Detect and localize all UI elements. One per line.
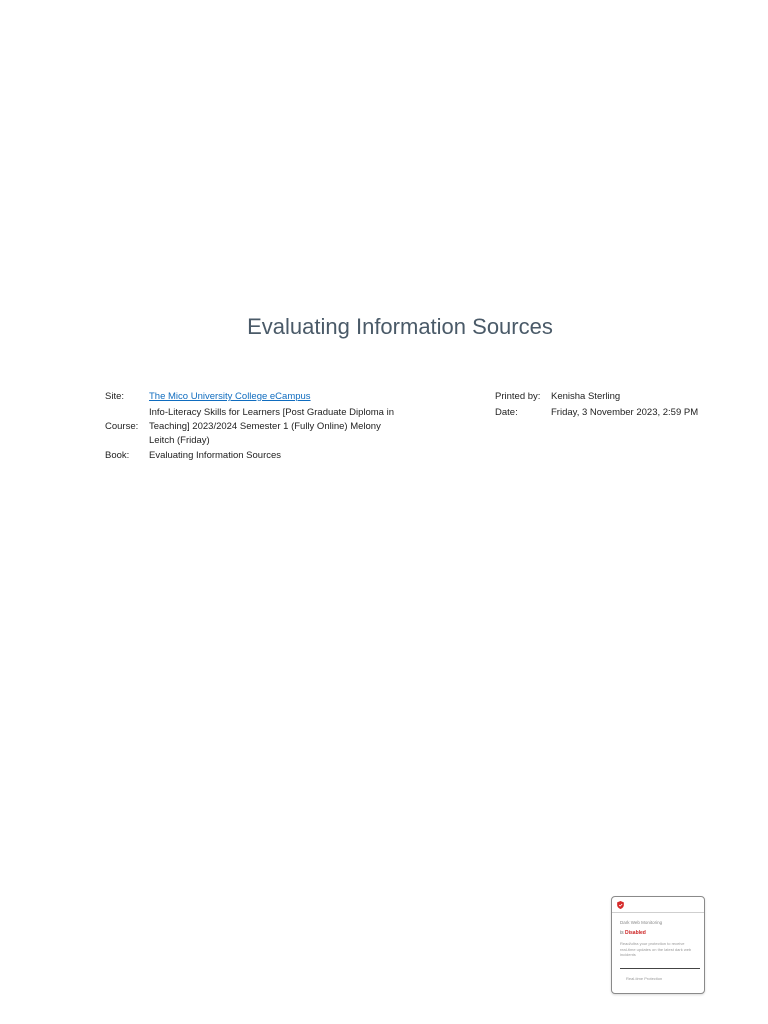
site-link[interactable]: The Mico University College eCampus bbox=[149, 391, 311, 402]
site-row bbox=[105, 390, 405, 406]
printed-by-value: Kenisha Sterling bbox=[551, 391, 621, 402]
widget-footer: Real-time Protection bbox=[626, 976, 663, 981]
course-label: Course: bbox=[105, 420, 139, 432]
printed-by-label: Printed by: bbox=[495, 391, 541, 402]
dark-web-monitoring-widget[interactable] bbox=[611, 896, 705, 994]
widget-header bbox=[612, 897, 704, 913]
widget-status-prefix: is bbox=[620, 930, 624, 936]
page-title: Evaluating Information Sources bbox=[247, 314, 553, 339]
book-value: Evaluating Information Sources bbox=[149, 450, 282, 461]
site-value bbox=[149, 390, 405, 406]
date-value: Friday, 3 November 2023, 2:59 PM bbox=[551, 406, 699, 418]
widget-heading: Dark Web Monitoring bbox=[620, 920, 663, 925]
printed-by-row bbox=[495, 390, 698, 406]
book-info-table bbox=[105, 390, 405, 465]
date-label: Date: bbox=[495, 406, 518, 418]
print-info-table bbox=[495, 390, 698, 421]
widget-status-value: Disabled bbox=[625, 930, 646, 936]
book-row bbox=[105, 449, 405, 465]
shield-icon bbox=[617, 901, 624, 909]
course-row bbox=[105, 406, 405, 450]
widget-description: Read/ultra your protection to receive real-time updates on the latest dark web incidents bbox=[620, 941, 692, 957]
widget-status bbox=[620, 930, 646, 936]
course-value: Info-Literacy Skills for Learners [Post Graduate Diploma in Teaching] 2023/2024 Semester 1 (Fully Online) Melony Leitch (Friday) bbox=[149, 406, 394, 446]
widget-divider bbox=[620, 968, 700, 969]
date-row bbox=[495, 406, 698, 422]
site-label: Site: bbox=[105, 391, 125, 402]
book-label: Book: bbox=[105, 450, 130, 461]
